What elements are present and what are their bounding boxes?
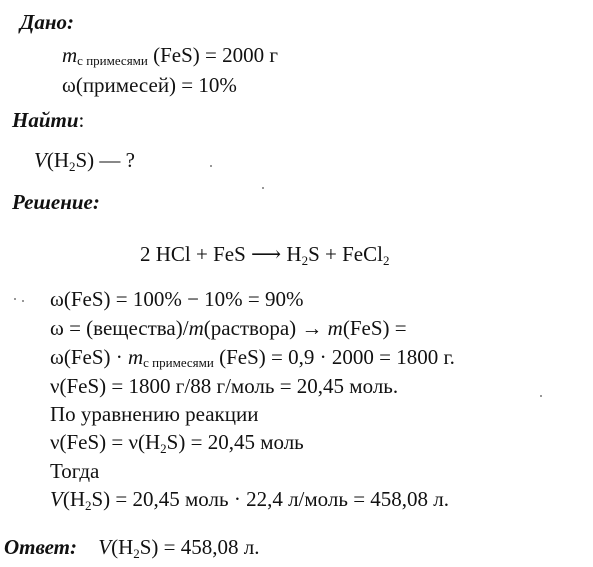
scan-speck: [14, 298, 16, 300]
l8-b: S) = 20,45 моль · 22,4 л/моль = 458,08 л.: [91, 487, 450, 511]
l2-m1: m: [188, 316, 204, 340]
solution-line-5: По уравнению реакции: [50, 402, 259, 426]
mass-value: (FeS) = 2000 г: [147, 43, 278, 67]
l2-a: ω = (вещества)/: [50, 316, 189, 340]
find-heading: Найти: [12, 108, 79, 132]
solution-line-6: [50, 430, 304, 456]
l8-a: (H: [62, 487, 85, 511]
l3-m: m: [127, 345, 144, 369]
answer-sub: 2: [133, 546, 140, 561]
eq-sub2: 2: [382, 253, 390, 268]
l6-a: ν(FeS) = ν(H: [50, 430, 161, 454]
solution-line-7: Тогда: [50, 459, 100, 483]
eq-left: 2 HCl + FeS ⟶ H: [140, 242, 302, 266]
find-right: S) — ?: [75, 148, 135, 172]
answer-b: S) = 458,08 л.: [139, 535, 260, 559]
solution-heading: Решение:: [12, 190, 100, 214]
find-left: (H: [46, 148, 69, 172]
scan-speck: [262, 187, 264, 189]
eq-mid: S + FeCl: [308, 242, 383, 266]
reaction-equation: [140, 242, 390, 268]
scan-speck: [22, 300, 24, 302]
l8-sub: 2: [85, 498, 92, 513]
l3-a: ω(FeS) ·: [50, 345, 128, 369]
solution-line-2: [50, 318, 407, 339]
answer-a: (H: [111, 535, 134, 559]
scan-speck: [540, 395, 542, 397]
volume-symbol: V: [34, 148, 47, 172]
given-mass: [62, 45, 278, 67]
l8-v: V: [50, 487, 63, 511]
eq-sub1: 2: [301, 253, 309, 268]
find-colon: :: [78, 108, 85, 132]
find-heading-line: [12, 110, 84, 131]
solution-line-3: [50, 347, 455, 369]
l2-b: (раствора) →: [203, 316, 328, 340]
l3-b: (FeS) = 0,9 · 2000 = 1800 г.: [213, 345, 455, 369]
l2-c: (FeS) =: [342, 316, 407, 340]
scan-speck: [210, 165, 212, 167]
answer-heading: Ответ:: [4, 535, 77, 559]
solution-line-4: ν(FeS) = 1800 г/88 г/моль = 20,45 моль.: [50, 374, 399, 398]
l3-sub: с примесями: [143, 355, 214, 370]
answer-v: V: [98, 535, 112, 559]
l2-m2: m: [327, 316, 343, 340]
answer-line: [4, 535, 260, 561]
l6-b: S) = 20,45 моль: [166, 430, 304, 454]
mass-subscript: с примесями: [77, 53, 148, 68]
solution-line-8: [50, 487, 450, 513]
solution-line-1: ω(FeS) = 100% − 10% = 90%: [50, 287, 304, 311]
find-sub: 2: [69, 159, 76, 174]
l6-sub: 2: [160, 441, 167, 456]
given-impurity: ω(примесей) = 10%: [62, 73, 237, 97]
find-volume: [34, 148, 135, 174]
mass-symbol: m: [62, 43, 78, 67]
given-heading: Дано:: [20, 10, 74, 34]
